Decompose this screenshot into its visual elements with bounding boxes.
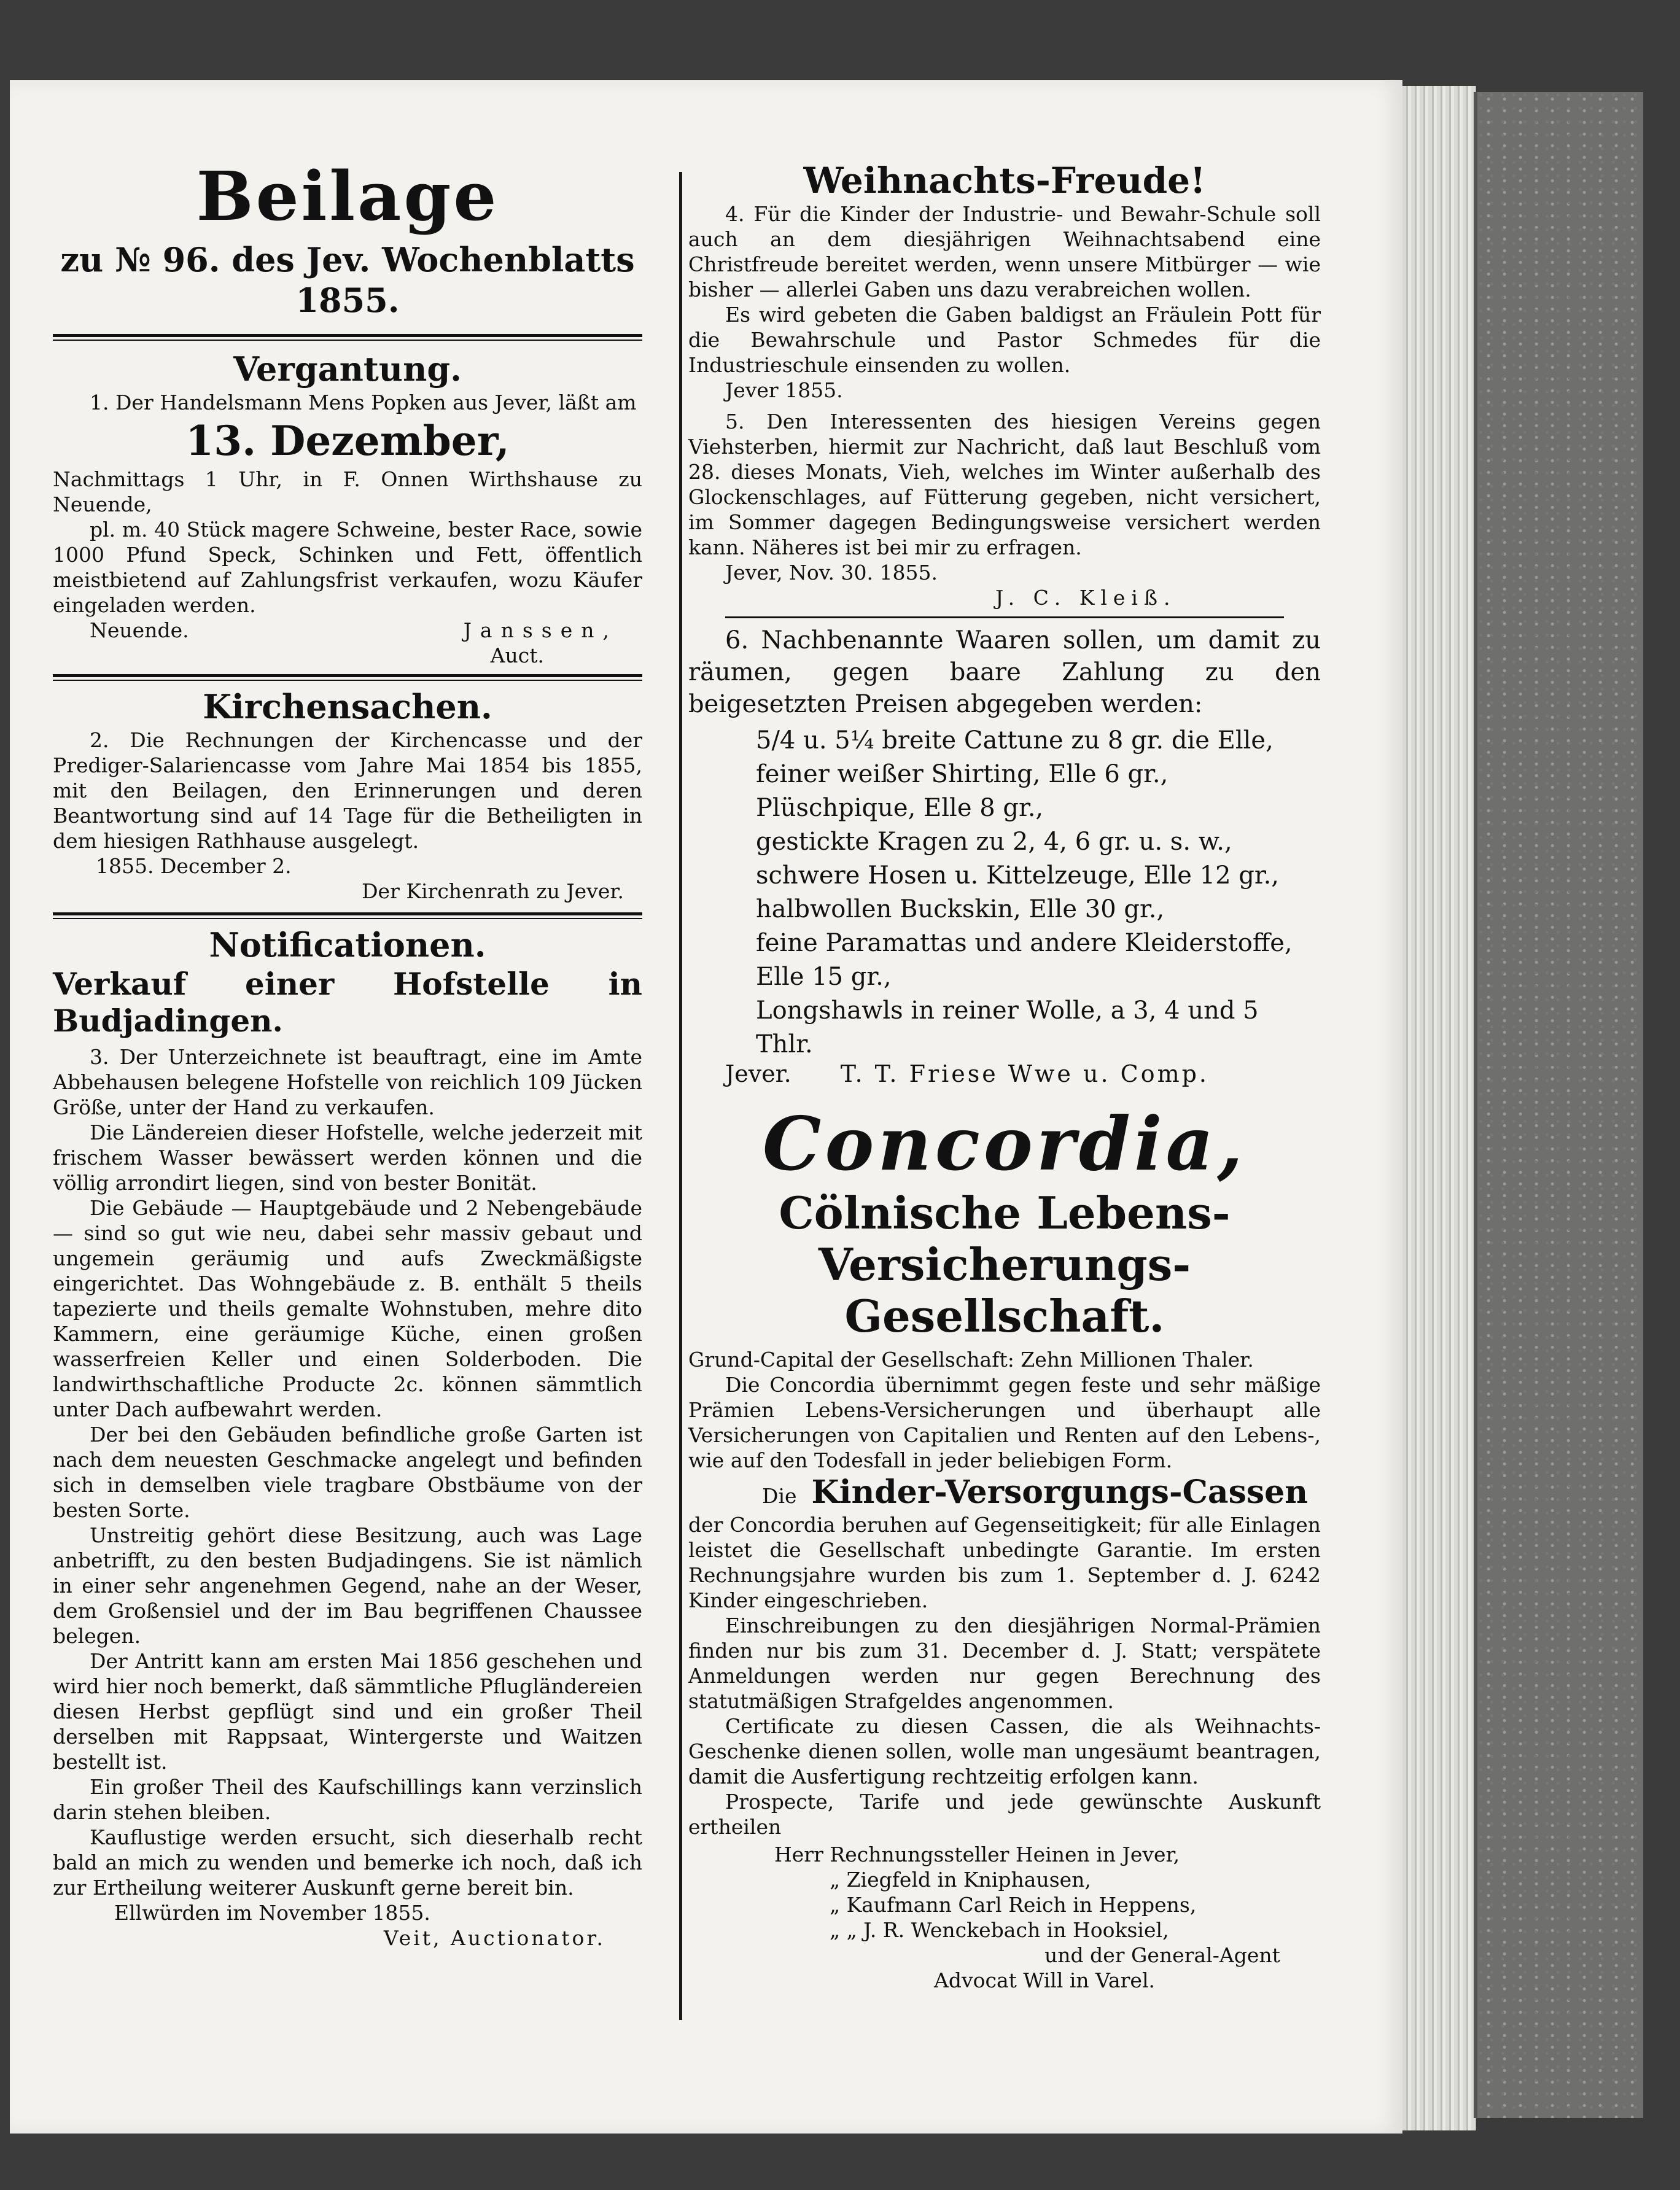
kinder-heading-row <box>688 1473 1321 1512</box>
goods-item: schwere Hosen u. Kittelzeuge, Elle 12 gr., <box>756 861 1279 890</box>
concordia-text-6: Prospecte, Tarife und jede gewünschte Auskunft ertheilen <box>688 1790 1321 1839</box>
notice-5-text: 5. Den Interessenten des hiesigen Vereins gegen Viehsterben, hiermit zur Nachricht, daß laut Beschluß vom 28. dieses Monats, Vieh, welches im Winter außerhalb des Glockenschlages, auf Fütterung gegeben, nicht versichert, im Sommer dagegen Bedingungsweise versichert werden kann. Näheres ist bei mir zu erfragen. <box>688 410 1321 559</box>
notice-6-text: 6. Nachbenannte Waaren sollen, um damit zu räumen, gegen baare Zahlung zu den beigesetzten Preisen abgegeben werden: <box>688 626 1321 718</box>
vergantung-signer: Janssen, <box>463 618 618 642</box>
book-cover <box>1474 92 1643 2118</box>
vergantung-signer-role: Auct. <box>490 643 544 667</box>
notice-6-signer: T. T. Friese Wwe u. Comp. <box>840 1060 1210 1087</box>
goods-list <box>688 724 1321 1062</box>
concordia-text-5: Certificate zu diesen Cassen, die als Weihnachts-Geschenke dienen sollen, wolle man ungesäumt beantragen, damit die Ausfertigung rechtzeitig erfolgen kann. <box>688 1714 1321 1788</box>
goods-item: Plüschpique, Elle 8 gr., <box>756 794 1044 822</box>
notice-6-place: Jever. <box>725 1060 791 1087</box>
goods-item: Longshawls in reiner Wolle, a 3, 4 und 5 Thlr. <box>756 996 1259 1058</box>
concordia-text-3: der Concordia beruhen auf Gegenseitigkeit; für alle Einlagen leistet die Gesellschaft unbedingte Garantie. Im ersten Rechnungsjahre wurden bis zum 1. September d. J. 6242 Kinder eingeschrieben. <box>688 1513 1321 1612</box>
agent-line: „ Kaufmann Carl Reich in Heppens, <box>830 1893 1197 1917</box>
vergantung-signature-row <box>53 618 642 643</box>
weihnachts-date: Jever 1855. <box>725 378 843 402</box>
notice-5-signer: J. C. Kleiß. <box>995 586 1176 610</box>
vergantung-text-2: Nachmittags 1 Uhr, in F. Onnen Wirthshause zu Neuende, <box>53 467 642 516</box>
agent-line: „ Ziegfeld in Kniphausen, <box>830 1868 1091 1892</box>
agent-line: und der General-Agent <box>1044 1943 1280 1967</box>
agent-line: „ „ J. R. Wenckebach in Hooksiel, <box>830 1918 1169 1942</box>
vergantung-text-3: pl. m. 40 Stück magere Schweine, bester Race, sowie 1000 Pfund Speck, Schinken und Fett, öffentlich meistbietend auf Zahlungsfrist verkaufen, wozu Käufer eingeladen werden. <box>53 518 642 617</box>
kirchen-date: 1855. December 2. <box>96 854 292 878</box>
page-stack-edge <box>1400 86 1476 2130</box>
notif-paragraph: Der Antritt kann am ersten Mai 1856 geschehen und wird hier noch bemerkt, daß sämmtliche Pflugländereien diesen Herbst gepflügt sind und ein großer Theil derselben mit Rappsaat, Wintergerste und Waitzen bestellt ist. <box>53 1649 642 1774</box>
masthead-subtitle: zu № 96. des Jev. Wochenblatts 1855. <box>60 240 635 320</box>
notif-paragraph: Unstreitig gehört diese Besitzung, auch was Lage anbetrifft, zu den besten Budjadingens. Sie ist nämlich in einer sehr angenehmen Gegend, nahe an der Weser, dem Großensiel und der im Bau begriffenen Chaussee belegen. <box>53 1523 642 1648</box>
notif-date: Ellwürden im November 1855. <box>114 1901 430 1925</box>
newspaper-page <box>10 80 1402 2134</box>
notif-paragraph: Der bei den Gebäuden befindliche große Garten ist nach dem neuesten Geschmacke angelegt und befinden sich in demselben viele tragbare Obstbäume von der besten Sorte. <box>53 1423 642 1522</box>
notice-6-signature-row <box>688 1062 1321 1087</box>
notice-5-date: Jever, Nov. 30. 1855. <box>725 561 938 584</box>
divider <box>53 912 642 919</box>
vergantung-text: 1. Der Handelsmann Mens Popken aus Jever, läßt am <box>90 390 637 414</box>
agent-line: Advocat Will in Varel. <box>934 1968 1155 1992</box>
masthead-title: Beilage <box>196 157 499 236</box>
notif-paragraph: Ein großer Theil des Kaufschillings kann verzinslich darin stehen bleiben. <box>53 1775 642 1824</box>
concordia-text-4: Einschreibungen zu den diesjährigen Normal-Prämien finden nur bis zum 31. December d. J. Statt; verspätete Anmeldungen werden nur gegen Berechnung des statutmäßigen Strafgeldes angenommen. <box>688 1613 1321 1713</box>
weihnachts-text: 4. Für die Kinder der Industrie- und Bewahr-Schule soll auch an dem diesjährigen Weihnachtsabend eine Christfreude bereitet werden, wenn unsere Mitbürger — wie bisher — allerlei Gaben uns dazu verabreichen wollen. <box>688 202 1321 301</box>
goods-item: feiner weißer Shirting, Elle 6 gr., <box>756 760 1169 788</box>
right-column <box>688 160 1321 1993</box>
goods-item: 5/4 u. 5¼ breite Cattune zu 8 gr. die Elle, <box>756 726 1274 755</box>
goods-item: feine Paramattas und andere Kleiderstoffe, Elle 15 gr., <box>756 929 1293 991</box>
divider <box>725 616 1284 618</box>
vergantung-date: 13. Dezember, <box>185 417 510 465</box>
goods-item: halbwollen Buckskin, Elle 30 gr., <box>756 895 1165 923</box>
section-heading-weihnachts: Weihnachts-Freude! <box>803 160 1206 201</box>
concordia-title: Concordia, <box>762 1101 1247 1187</box>
column-divider <box>679 172 682 2020</box>
section-heading-notif: Notificationen. <box>209 925 486 965</box>
notif-paragraph: Die Gebäude — Hauptgebäude und 2 Nebengebäude — sind so gut wie neu, dabei sehr massiv gebaut und ungemein geräumig und aufs Zweckmäßigste eingerichtet. Das Wohngebäude z. B. enthält 5 theils tapezierte und theils gemalte Wohnstuben, mehre dito Kammern, eine geräumige Küche, einen großen wasserfreien Keller und einen Solderboden. Die landwirthschaftliche Producte 2c. können sämmtlich unter Dach aufbewahrt werden. <box>53 1196 642 1421</box>
vergantung-place: Neuende. <box>90 618 189 642</box>
notif-subheading: Verkauf einer Hofstelle in Budjadingen. <box>53 966 642 1039</box>
notif-signer: Veit, Auctionator. <box>383 1926 605 1950</box>
notif-paragraph: 3. Der Unterzeichnete ist beauftragt, eine im Amte Abbehausen belegene Hofstelle von reichlich 109 Jücken Größe, unter der Hand zu verkaufen. <box>53 1045 642 1119</box>
notif-paragraph: Kauflustige werden ersucht, sich dieserhalb recht bald an mich zu wenden und bemerke ich noch, daß ich zur Ertheilung weiterer Auskunft gerne bereit bin. <box>53 1825 642 1900</box>
kirchen-signer: Der Kirchenrath zu Jever. <box>362 879 624 903</box>
notif-paragraphs <box>53 1044 642 1900</box>
weihnachts-text-2: Es wird gebeten die Gaben baldigst an Fräulein Pott für die Bewahrschule und Pastor Schmedes für die Industrieschule einsenden zu wollen. <box>688 303 1321 377</box>
agent-line: Herr Rechnungssteller Heinen in Jever, <box>774 1842 1180 1866</box>
kinder-prefix: Die <box>762 1484 797 1508</box>
left-column <box>53 157 642 1951</box>
concordia-subtitle: Cölnische Lebens-Versicherungs-Gesellschaft. <box>779 1187 1231 1342</box>
agents-list <box>688 1842 1321 1993</box>
divider <box>53 334 642 341</box>
kirchen-text: 2. Die Rechnungen der Kirchencasse und der Prediger-Salariencasse vom Jahre Mai 1854 bis 1855, mit den Beilagen, den Erinnerungen und deren Beantwortung sind auf 14 Tage für die Betheiligten in dem hiesigen Rathhause ausgelegt. <box>53 728 642 853</box>
goods-item: gestickte Kragen zu 2, 4, 6 gr. u. s. w., <box>756 828 1232 856</box>
section-heading-vergantung: Vergantung. <box>233 349 462 389</box>
kinder-heading: Kinder-Versorgungs-Cassen <box>811 1474 1309 1511</box>
concordia-text: Die Concordia übernimmt gegen feste und sehr mäßige Prämien Lebens-Versicherungen und überhaupt alle Versicherungen von Capitalien und Renten auf den Lebens-, wie auf den Todesfall in jeder beliebigen Form. <box>688 1373 1321 1472</box>
notif-paragraph: Die Ländereien dieser Hofstelle, welche jederzeit mit frischem Wasser bewässert werden können und die völlig arrondirt liegen, sind von bester Bonität. <box>53 1120 642 1195</box>
concordia-capital: Grund-Capital der Gesellschaft: Zehn Millionen Thaler. <box>688 1348 1254 1372</box>
section-heading-kirchen: Kirchensachen. <box>203 687 492 726</box>
divider <box>53 674 642 681</box>
